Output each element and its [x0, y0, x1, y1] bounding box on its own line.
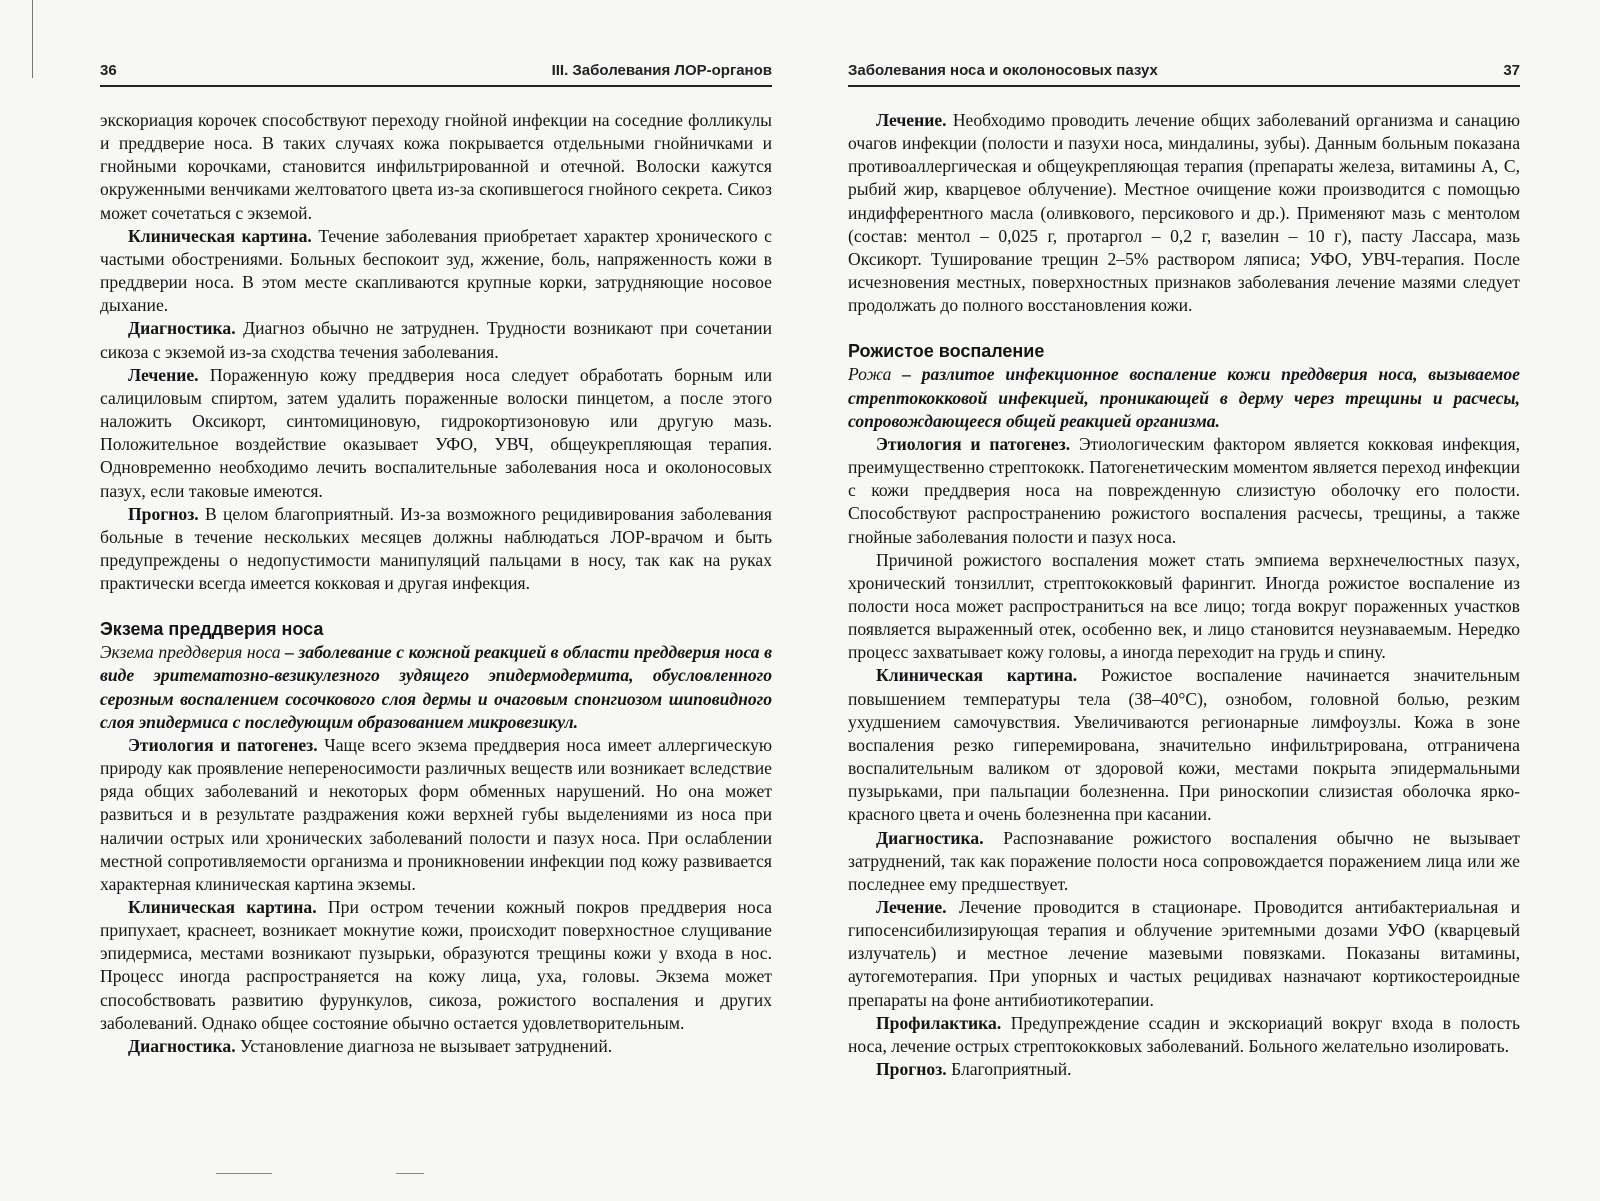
left-body-text	[100, 109, 772, 1058]
right-section-title: Рожистое воспаление	[848, 341, 1045, 362]
paragraph-lead: Диагностика.	[128, 318, 236, 339]
paragraph-lead: Прогноз.	[128, 503, 199, 524]
paragraph-lead: Клиническая картина.	[128, 225, 312, 246]
right-page-number: 37	[1503, 62, 1520, 79]
paragraph-text: Лечение проводится в стационаре. Проводится антибактериальная и гипосенсибилизирующая терапия и облучение эритемными дозами УФО (кварцевый излучатель) и местное лечение мазевыми повязками. Показаны витамины, аутогемотерапия. При упорных и частых рецидивах назначают кортикостероидные препараты на фоне антибиотикотерапии.	[848, 897, 1520, 1010]
paragraph-text: Необходимо проводить лечение общих заболеваний организма и санацию очагов инфекции (полости и пазухи носа, миндалины, зубы). Данным больным показана противоаллергическая и общеукрепляющая терапия (препараты железа, витамины А, С, рыбий жир, кварцевое облучение). Местное очищение кожи производится с помощью индифферентного масла (оливкового, персикового и др.). Применяют мазь с ментолом (состав: ментол – 0,025 г, протаргол – 0,2 г, вазелин – 10 г), пасту Лассара, мазь Оксикорт. Туширование трещин 2–5% раствором ляписа; УФО, УВЧ-терапия. После исчезновения местных, поверхностных признаков заболевания лечение мазями следует продолжать до полного восстановления кожи.	[848, 110, 1520, 316]
paragraph-text: При остром течении кожный покров преддверия носа припухает, краснеет, возникает мокнутие кожи, происходит поверхностное слущивание эпидермиса, местами возникают пузырьки, образуются трещины кожи у входа в нос. Процесс иногда распространяется на кожу лица, уха, головы. Экзема может способствовать развитию фурункулов, сикоза, рожистого воспаления и других заболеваний. Однако общее состояние обычно остается удовлетворительным.	[100, 897, 772, 1033]
left-running-head	[100, 62, 772, 87]
left-page-number: 36	[100, 62, 117, 79]
right-page	[848, 62, 1520, 1081]
paragraph	[848, 1012, 1520, 1058]
paragraph	[100, 225, 772, 318]
paragraph-text: экскориация корочек способствуют переходу гнойной инфекции на соседние фолликулы и преддверие носа. В таких случаях кожа покрывается отдельными гнойничками и гнойными корочками, становится инфильтрированной и отечной. Волоски кажутся окруженными венчиками желтоватого цвета из-за скопившегося гнойного секрета. Сикоз может сочетаться с экземой.	[100, 110, 772, 223]
paragraph-lead: Диагностика.	[876, 827, 984, 848]
paragraph-text: Благоприятный.	[946, 1059, 1072, 1080]
paragraph-lead: Этиология и патогенез.	[128, 734, 318, 755]
paragraph	[100, 896, 772, 1035]
paragraph-text: Течение заболевания приобретает характер хронического с частыми обострениями. Больных беспокоит зуд, жжение, боль, напряженность кожи в преддверии носа. В этом месте скапливаются крупные корки, затрудняющие носовое дыхание.	[100, 225, 772, 316]
paragraph-lead: Лечение.	[876, 897, 947, 917]
left-section-title: Экзема преддверия носа	[100, 619, 324, 640]
paragraph-lead: Клиническая картина.	[876, 665, 1078, 686]
paragraph-lead: Прогноз.	[876, 1059, 947, 1080]
right-definition	[848, 363, 1520, 432]
paragraph	[848, 664, 1520, 826]
paragraph-text: Пораженную кожу преддверия носа следует обработать борным или салициловым спиртом, затем удалить пораженные волоски пинцетом, а после этого наложить Оксикорт, синтомициновую, гидрокортизоновую или другую мазь. Положительное воздействие оказывает УФО, УВЧ, общеукрепляющая терапия. Одновременно необходимо лечить воспалительные заболевания носа и околоносовых пазух, если таковые имеются.	[100, 364, 772, 501]
scan-edge-line	[32, 0, 33, 78]
paragraph-lead: Профилактика.	[876, 1012, 1002, 1033]
paragraph-text: Распознавание рожистого воспаления обычно не вызывает затруднений, так как поражение полости носа сопровождается поражением лица или же последнее ему предшествует.	[848, 827, 1520, 894]
paragraph	[100, 1035, 772, 1058]
paragraph	[848, 549, 1520, 665]
paragraph-text: Причиной рожистого воспаления может стать эмпиема верхнечелюстных пазух, хронический тонзиллит, стрептококковый фарингит. Иногда рожистое воспаление из полости носа может распространиться на все лицо; тогда вокруг пораженных участков появляется выраженный отек, особенно век, и лицо становится неузнаваемым. Нередко процесс захватывает кожу головы, а иногда переходит на грудь и спину.	[848, 549, 1520, 663]
right-running-head	[848, 62, 1520, 87]
paragraph	[848, 827, 1520, 896]
left-running-title: III. Заболевания ЛОР-органов	[551, 62, 772, 79]
paragraph	[100, 734, 772, 896]
right-running-title: Заболевания носа и околоносовых пазух	[848, 62, 1158, 79]
paragraph-lead: Клиническая картина.	[128, 897, 317, 917]
paragraph	[848, 1058, 1520, 1081]
paragraph-text: Установление диагноза не вызывает затруднений.	[235, 1035, 613, 1056]
left-definition-text: – заболевание с кожной реакцией в области преддверия носа в виде эритематозно-везикулезного зудящего эпидермодермита, обусловленного серозным воспалением сосочкового слоя дермы и очаговым спонгиозом шиповидного слоя эпидермиса с последующим образованием микровезикул.	[100, 642, 773, 732]
paragraph	[100, 364, 772, 503]
left-paragraphs-bottom	[100, 734, 772, 1058]
paragraph	[848, 896, 1520, 1012]
paragraph-lead: Лечение.	[876, 110, 947, 130]
paragraph-text: Рожистое воспаление начинается значительным повышением температуры тела (38–40°С), ознобом, головной болью, резким ухудшением самочувствия. Увеличиваются регионарные лимфоузлы. Кожа в зоне воспаления резко гиперемирована, значительно инфильтрирована, отграничена воспалительным валиком от здоровой кожи, местами покрыта эпидермальными пузырьками, при пальпации болезненна. При риноскопии слизистая оболочка ярко-красного цвета и очень болезненна при касании.	[848, 665, 1520, 825]
paragraph	[100, 109, 772, 225]
right-definition-term: Рожа	[848, 364, 892, 385]
paragraph-text: Чаще всего экзема преддверия носа имеет аллергическую природу как проявление непереносимости различных веществ или возникает вследствие ряда общих заболеваний и некоторых форм обменных нарушений. Но она может развиться и в результате раздражения кожи верхней губы выделениями из носа при наличии острых или хронических заболеваний полости и пазух носа. При ослаблении местной сопротивляемости организма и проникновении инфекции под кожу развивается характерная клиническая картина экземы.	[100, 734, 772, 894]
paragraph	[100, 317, 772, 363]
right-body-text	[848, 109, 1520, 1081]
paragraph	[100, 503, 772, 596]
right-definition-text: – разлитое инфекционное воспаление кожи преддверия носа, вызываемое стрептококковой инфекцией, проникающей в дерму через трещины и расчесы, сопровождающееся общей реакцией организма.	[848, 364, 1520, 431]
left-page	[100, 62, 772, 1058]
left-paragraphs-top	[100, 109, 772, 595]
paragraph-text: Диагноз обычно не затруднен. Трудности возникают при сочетании сикоза с экземой из-за сходства течения заболевания.	[100, 318, 772, 362]
paragraph	[848, 109, 1520, 317]
paragraph-text: В целом благоприятный. Из-за возможного рецидивирования заболевания больные в течение нескольких месяцев должны наблюдаться ЛОР-врачом и быть предупреждены о недопустимости манипуляций пальцами в носу, так как на руках практически всегда имеется кокковая и другая инфекция.	[100, 503, 772, 594]
paragraph-lead: Диагностика.	[128, 1035, 236, 1056]
paragraph-text: Предупреждение ссадин и экскориаций вокруг входа в полость носа, лечение острых стрептококковых заболеваний. Больного желательно изолировать.	[848, 1012, 1520, 1056]
paragraph-lead: Лечение.	[128, 364, 199, 385]
paragraph	[848, 433, 1520, 549]
paragraph-text: Этиологическим фактором является кокковая инфекция, преимущественно стрептококк. Патогенетическим моментом является переход инфекции с кожи преддверия носа на поврежденную слизистую оболочку его полости. Способствуют распространению рожистого воспаления расчесы, трещины, а также гнойные заболевания полости и пазух носа.	[848, 433, 1520, 547]
right-paragraphs-top	[848, 109, 1520, 317]
paragraph-lead: Этиология и патогенез.	[876, 433, 1071, 454]
scan-artifacts	[0, 1173, 1600, 1187]
right-paragraphs-bottom	[848, 433, 1520, 1081]
left-definition	[100, 641, 772, 734]
left-definition-term: Экзема преддверия носа	[100, 642, 281, 663]
